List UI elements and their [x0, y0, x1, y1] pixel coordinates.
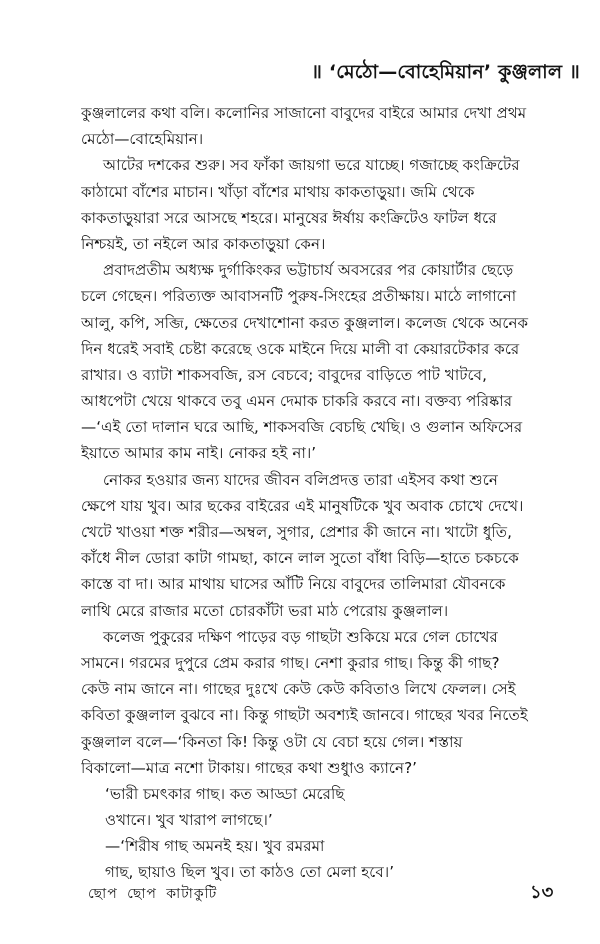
text-line: ওখানে। খুব খারাপ লাগছে।’	[105, 811, 273, 830]
text-line: সামনে। গরমের দুপুরে প্রেম করার গাছ। নেশা কুরার গাছ। কিন্তু কী গাছ?	[81, 653, 500, 672]
text-line: কুঞ্জলালের কথা বলি। কলোনির সাজানো বাবুদের বাইরে আমার দেখা প্রথম	[81, 104, 527, 122]
book-title-footer: ছোপ ছোপ কাটাকুটি	[88, 886, 218, 902]
text-line: কাঁধে নীল ডোরা কাটা গামছা, কানে লাল সুতো বাঁধা বিড়ি—হাতে চকচকে	[81, 549, 519, 568]
text-line: প্রবাদপ্রতীম অধ্যক্ষ দুর্গাকিংকর ভট্টাচার্য অবসরের পর কোয়ার্টার ছেড়ে	[103, 261, 514, 280]
text-line: দিন ধরেই সবাই চেষ্টা করেছে ওকে মাইনে দিয়ে মালী বা কেয়ারটেকার করে	[81, 339, 520, 358]
text-line: কাস্তে বা দা। আর মাথায় ঘাসের আঁটি নিয়ে বাবুদের তালিমারা যৌবনকে	[81, 575, 506, 594]
text-line: কবিতা কুঞ্জলাল বুঝবে না। কিন্তু গাছটা অবশ্যই জানবে। গাছের খবর নিতেই	[81, 706, 528, 725]
text-line: ক্ষেপে যায় খুব। আর ছকের বাইরের এই মানুষটিকে খুব অবাক চোখে দেখে।	[81, 496, 524, 515]
text-line: ‘ভারী চমৎকার গাছ। কত আড্ডা মেরেছি	[105, 784, 345, 803]
text-line: বিকালো—মাত্র নশো টাকায়। গাছের কথা শুধুাও ক্যানে?’	[81, 758, 417, 777]
text-line: লাথি মেরে রাজার মতো চোরকাঁটা ভরা মাঠ পেরোয় কুঞ্জলাল।	[81, 601, 449, 620]
text-line: আলু, কপি, সব্জি, ক্ষেতের দেখাশোনা করত কুঞ্জলাল। কলেজ থেকে অনেক	[81, 313, 529, 332]
text-line: কাকতাড়ুয়ারা সরে আসছে শহরে। মানুষের ঈর্ষায় কংক্রিটেও ফাটল ধরে	[81, 208, 497, 227]
text-line: মেঠো—বোহেমিয়ান।	[81, 130, 204, 149]
text-line: কাঠামো বাঁশের মাচান। খাঁড়া বাঁশের মাথায় কাকতাড়ুয়া। জমি থেকে	[81, 182, 475, 201]
text-line: কুঞ্জলাল বলে—‘কিনতা কি! কিন্তু ওটা যে বেচা হয়ে গেল। শস্তায়	[81, 732, 463, 751]
text-line: কেউ নাম জানে না। গাছের দুঃখে কেউ কেউ কবিতাও লিখে ফেলল। সেই	[81, 680, 516, 699]
chapter-title: ॥ ‘মেঠো—বোহেমিয়ান’ কুঞ্জলাল ॥	[311, 61, 580, 83]
text-line: গাছ, ছায়াও ছিল খুব। তা কাঠও তো মেলা হবে।’	[105, 863, 395, 882]
text-line: আটের দশকের শুরু। সব ফাঁকা জায়গা ভরে যাচ্ছে। গজাচ্ছে কংক্রিটের	[103, 156, 520, 175]
text-line: ইয়াতে আমার কাম নাই। নোকর হই না।’	[81, 444, 317, 463]
text-line: নোকর হওয়ার জন্য যাদের জীবন বলিপ্রদত্ত তারা এইসব কথা শুনে	[103, 470, 498, 489]
page-number: ১৩	[530, 882, 554, 903]
text-line: রাখার। ও ব্যাটা শাকসবজি, রস বেচবে; বাবুদের বাড়িতে পাট খাটবে,	[81, 365, 487, 384]
text-line: —‘এই তো দালান ঘরে আছি, শাকসবজি বেচছি খেছি। ও গুলান অফিসের	[81, 418, 523, 437]
text-line: খেটে খাওয়া শক্ত শরীর—অম্বল, সুগার, প্রেশার কী জানে না। খাটো ধুতি,	[81, 523, 512, 541]
text-line: —‘শিরীষ গাছ অমনই হয়। খুব রমরমা	[105, 837, 325, 856]
text-line: চলে গেছেন। পরিত্যক্ত আবাসনটি পুরুষ-সিংহের প্রতীক্ষায়। মাঠে লাগানো	[81, 287, 517, 306]
body-text	[81, 100, 577, 886]
text-line: আধপেটা খেয়ে থাকবে তবু এমন দেমাক চাকরি করবে না। বক্তব্য পরিষ্কার	[81, 392, 513, 411]
text-line: কলেজ পুকুরের দক্ষিণ পাড়ের বড় গাছটা শুকিয়ে মরে গেল চোখের	[103, 627, 498, 646]
text-line: নিশ্চয়ই, তা নইলে আর কাকতাড়ুয়া কেন।	[81, 234, 326, 253]
